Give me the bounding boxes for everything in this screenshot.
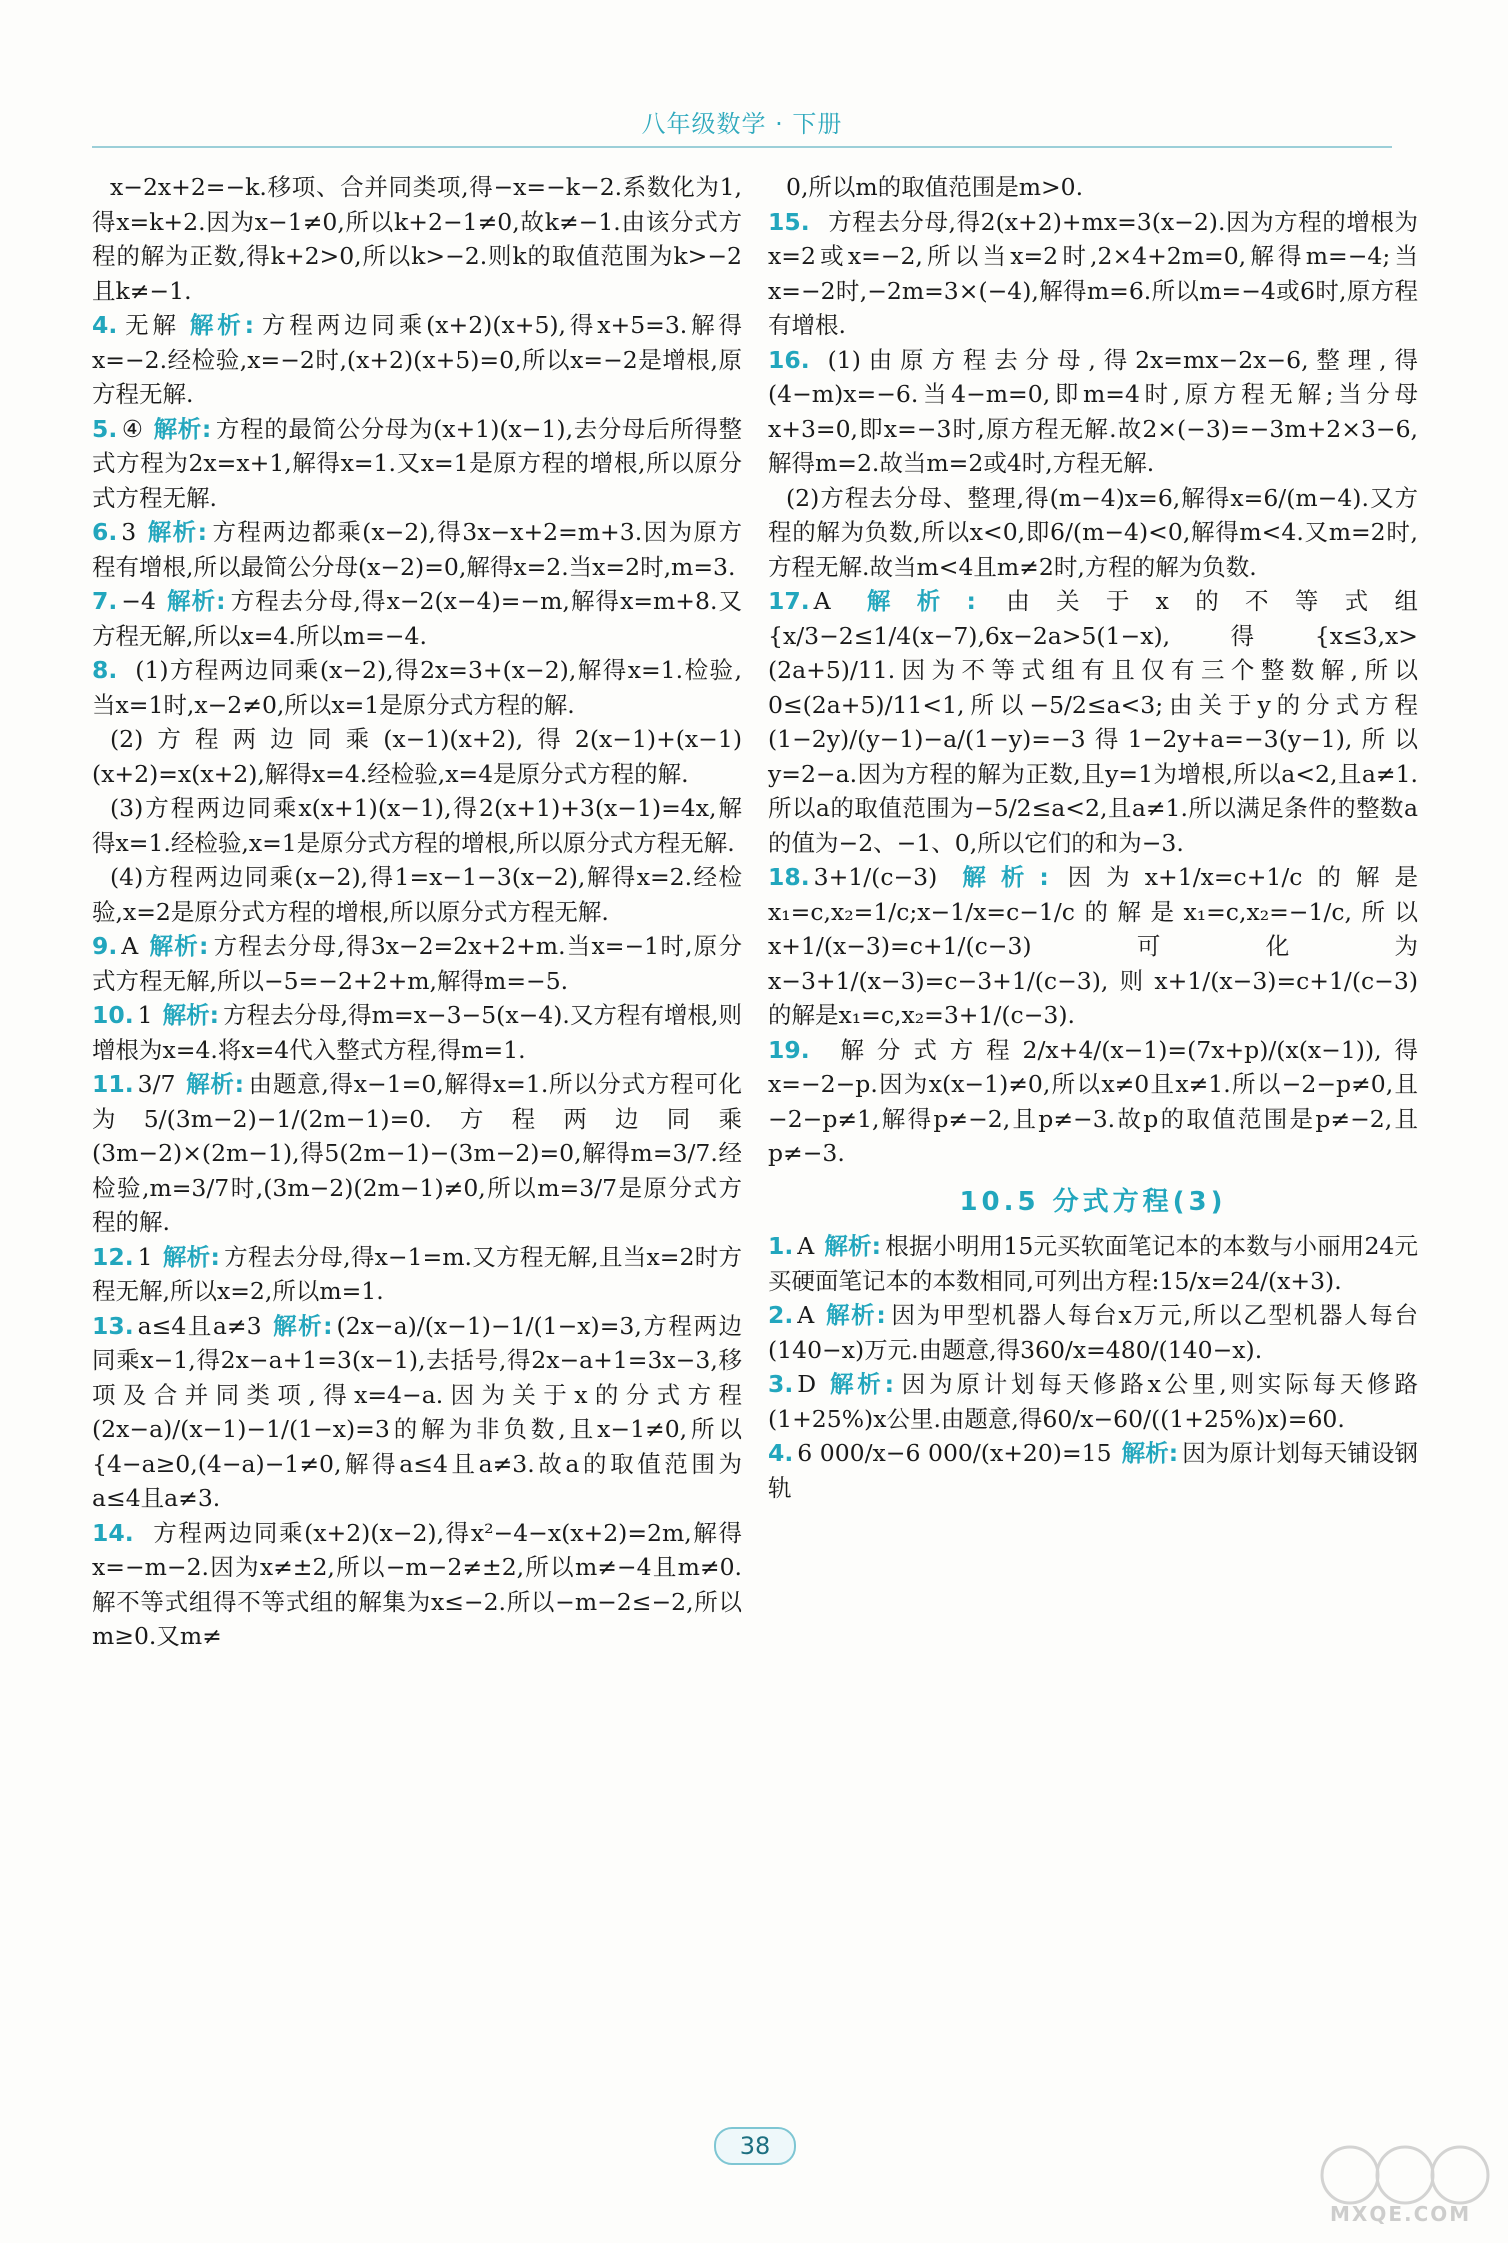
- item-text: 方程两边同乘(x+2)(x+5),得x+5=3.解得x=−2.经检验,x=−2时,(x+2)(x+5)=0,所以x=−2是增根,原方程无解.: [92, 311, 742, 408]
- header-divider: [92, 146, 1392, 148]
- analysis-label: 解析:: [271, 1311, 333, 1340]
- item-number: 17.: [768, 587, 810, 615]
- item-text: (3)方程两边同乘x(x+1)(x−1),得2(x+1)+3(x−1)=4x,解得x=1.经检验,x=1是原分式方程的增根,所以原分式方程无解.: [92, 794, 742, 857]
- answer-item: [92, 515, 742, 584]
- item-answer: −4: [121, 587, 156, 615]
- item-text: 方程去分母,得m=x−3−5(x−4).又方程有增根,则增根为x=4.将x=4代入整式方程,得m=1.: [92, 1001, 742, 1064]
- analysis-label: 解析:: [162, 1242, 220, 1271]
- item-number: 16.: [768, 345, 810, 374]
- analysis-label: 解析:: [165, 587, 226, 615]
- analysis-label: 解析:: [185, 1070, 245, 1098]
- item-number: 2.: [768, 1301, 794, 1329]
- answer-item: [768, 1367, 1418, 1436]
- answer-item: [768, 481, 1418, 585]
- watermark-stamp-icon: [1310, 2140, 1500, 2210]
- item-number: 15.: [768, 207, 810, 236]
- item-number: 5.: [92, 414, 118, 443]
- answer-item: [768, 1229, 1418, 1298]
- item-answer: A: [797, 1232, 815, 1260]
- left-column: [92, 170, 742, 1654]
- item-text: 因为甲型机器人每台x万元,所以乙型机器人每台(140−x)万元.由题意,得360/x=480/(140−x).: [768, 1301, 1418, 1364]
- answer-item: [92, 998, 742, 1067]
- item-answer: D: [797, 1370, 817, 1398]
- item-answer: ④: [121, 414, 144, 443]
- item-text: 方程两边都乘(x−2),得3x−x+2=m+3.因为原方程有增根,所以最简公分母(x−2)=0,解得x=2.当x=2时,m=3.: [92, 518, 742, 581]
- item-answer: 3: [121, 518, 137, 546]
- answer-item: [92, 584, 742, 653]
- item-answer: A: [797, 1301, 815, 1329]
- page-footer: [704, 2125, 804, 2165]
- item-answer: 6 000/x−6 000/(x+20)=15: [797, 1439, 1112, 1467]
- answer-item: [92, 791, 742, 860]
- item-answer: a≤4且a≠3: [137, 1311, 262, 1340]
- item-number: 12.: [92, 1242, 134, 1271]
- item-answer: 1: [137, 1242, 153, 1271]
- item-answer: 1: [137, 1001, 153, 1029]
- answer-item: [92, 722, 742, 791]
- analysis-label: 解析:: [824, 1232, 882, 1260]
- item-answer: A: [121, 932, 139, 960]
- item-text: 解分式方程2/x+4/(x−1)=(7x+p)/(x(x−1)),得x=−2−p.因为x(x−1)≠0,所以x≠0且x≠1.所以−2−p≠0,且−2−p≠1,解得p≠−2,且p≠−3.故p的取值范围是p≠−2,且p≠−3.: [768, 1035, 1418, 1167]
- item-text: 0,所以m的取值范围是m>0.: [786, 173, 1084, 201]
- item-text: 根据小明用15元买软面笔记本的本数与小丽用24元买硬面笔记本的本数相同,可列出方程:15/x=24/(x+3).: [768, 1232, 1418, 1295]
- analysis-label: 解析:: [840, 587, 976, 615]
- watermark-text: MXQE.COM: [1330, 2202, 1472, 2226]
- answer-item: [768, 170, 1418, 205]
- item-number: 13.: [92, 1311, 134, 1340]
- item-number: 9.: [92, 932, 118, 960]
- answer-item: [92, 1309, 742, 1516]
- item-text: 方程的最简公分母为(x+1)(x−1),去分母后所得整式方程为2x=x+1,解得x=1.又x=1是原方程的增根,所以原分式方程无解.: [92, 414, 742, 512]
- analysis-label: 解析:: [1121, 1439, 1179, 1467]
- item-number: 14.: [92, 1518, 134, 1547]
- page-header-title: 八年级数学 · 下册: [641, 110, 843, 138]
- item-answer: 无解: [121, 311, 180, 339]
- item-text: (1)方程两边同乘(x−2),得2x=3+(x−2),解得x=1.检验,当x=1时,x−2≠0,所以x=1是原分式方程的解.: [92, 656, 742, 719]
- item-text: 方程去分母,得x−2(x−4)=−m,解得x=m+8.又方程无解,所以x=4.所以m=−4.: [92, 587, 742, 650]
- item-text: 因为x+1/x=c+1/c的解是x₁=c,x₂=1/c;x−1/x=c−1/c的解是x₁=c,x₂=−1/c,所以x+1/(x−3)=c+1/(c−3)可化为x−3+1/(x−3)=c−3+1/(c−3),则x+1/(x−3)=c+1/(c−3)的解是x₁=c,x₂=3+1/(c−3).: [768, 863, 1418, 1029]
- analysis-label: 解析:: [146, 518, 207, 546]
- answer-item: [92, 653, 742, 722]
- item-number: 7.: [92, 587, 118, 615]
- item-text: (4)方程两边同乘(x−2),得1=x−1−3(x−2),解得x=2.经检验,x=2是原分式方程的增根,所以原分式方程无解.: [92, 863, 742, 926]
- item-number: 8.: [92, 656, 118, 684]
- item-number: 10.: [92, 1001, 134, 1029]
- item-text: (1)由原方程去分母,得2x=mx−2x−6,整理,得(4−m)x=−6.当4−m=0,即m=4时,原方程无解;当分母x+3=0,即x=−3时,原方程无解.故2×(−3)=−3m+2×3−6,解得m=2.故当m=2或4时,方程无解.: [768, 345, 1418, 477]
- page-header: [92, 96, 1392, 146]
- item-text: (2)方程去分母、整理,得(m−4)x=6,解得x=6/(m−4).又方程的解为负数,所以x<0,即6/(m−4)<0,解得m<4.又m=2时,方程无解.故当m<4且m≠2时,方程的解为负数.: [768, 483, 1418, 581]
- answer-item: [768, 205, 1418, 343]
- answer-item: [768, 860, 1418, 1033]
- answer-item: [768, 1033, 1418, 1171]
- item-answer: 3/7: [137, 1070, 176, 1098]
- item-text: 由题意,得x−1=0,解得x=1.所以分式方程可化为5/(3m−2)−1/(2m−1)=0.方程两边同乘(3m−2)×(2m−1),得5(2m−1)−(3m−2)=0,解得m=3/7.经检验,m=3/7时,(3m−2)(2m−1)≠0,所以m=3/7是原分式方程的解.: [92, 1070, 742, 1236]
- item-text: 方程去分母,得x−1=m.又方程无解,且当x=2时方程无解,所以x=2,所以m=1.: [92, 1242, 742, 1305]
- answer-item: [92, 860, 742, 929]
- page-number: 38: [714, 2127, 796, 2165]
- item-number: 4.: [92, 311, 118, 339]
- answer-item: [768, 343, 1418, 481]
- item-text: 由关于x的不等式组{x/3−2≤1/4(x−7),6x−2a>5(1−x),得{x≤3,x>(2a+5)/11.因为不等式组有且仅有三个整数解,所以0≤(2a+5)/11<1,所以−5/2≤a<3;由关于y的分式方程(1−2y)/(y−1)−a/(1−y)=−3得1−2y+a=−3(y−1),所以y=2−a.因为方程的解为正数,且y=1为增根,所以a<2,且a≠1.所以a的取值范围为−5/2≤a<2,且a≠1.所以满足条件的整数a的值为−2、−1、0,所以它们的和为−3.: [768, 587, 1418, 857]
- item-text: 因为原计划每天铺设钢轨: [768, 1439, 1419, 1502]
- analysis-label: 解析:: [162, 1001, 220, 1029]
- item-number: 3.: [768, 1370, 794, 1398]
- item-answer: A: [813, 587, 831, 615]
- item-text: x−2x+2=−k.移项、合并同类项,得−x=−k−2.系数化为1,得x=k+2.因为x−1≠0,所以k+2−1≠0,故k≠−1.由该分式方程的解为正数,得k+2>0,所以k>−2.则k的取值范围为k>−2且k≠−1.: [92, 173, 742, 305]
- answer-item: [92, 308, 742, 412]
- item-text: 方程两边同乘(x+2)(x−2),得x²−4−x(x+2)=2m,解得x=−m−2.因为x≠±2,所以−m−2≠±2,所以m≠−4且m≠0.解不等式组得不等式组的解集为x≤−2.所以−m−2≤−2,所以m≥0.又m≠: [92, 1518, 742, 1650]
- item-number: 19.: [768, 1035, 810, 1064]
- watermark-logo: [1310, 2140, 1500, 2240]
- analysis-label: 解析:: [148, 932, 209, 960]
- analysis-label: 解析:: [826, 1370, 894, 1398]
- answer-item: [92, 1067, 742, 1240]
- answer-item: [92, 929, 742, 998]
- item-text: 方程去分母,得2(x+2)+mx=3(x−2).因为方程的增根为x=2或x=−2,所以当x=2时,2×4+2m=0,解得m=−4;当x=−2时,−2m=3×(−4),解得m=6.所以m=−4或6时,原方程有增根.: [768, 207, 1418, 339]
- answer-item: [92, 1516, 742, 1654]
- item-text: (2)方程两边同乘(x−1)(x+2),得2(x−1)+(x−1)(x+2)=x(x+2),解得x=4.经检验,x=4是原分式方程的解.: [92, 725, 742, 788]
- analysis-label: 解析:: [824, 1301, 886, 1329]
- item-text: 方程去分母,得3x−2=2x+2+m.当x=−1时,原分式方程无解,所以−5=−2+2+m,解得m=−5.: [92, 932, 742, 995]
- answer-item: [92, 1240, 742, 1309]
- answer-item: [92, 412, 742, 516]
- item-text: 因为原计划每天修路x公里,则实际每天修路(1+25%)x公里.由题意,得60/x−60/((1+25%)x)=60.: [768, 1370, 1418, 1433]
- item-number: 4.: [768, 1439, 794, 1467]
- answer-item: [768, 1436, 1418, 1505]
- analysis-label: 解析:: [153, 414, 212, 443]
- item-number: 11.: [92, 1070, 134, 1098]
- section-title: 10.5 分式方程(3): [959, 1186, 1227, 1217]
- item-number: 1.: [768, 1232, 794, 1260]
- answer-item: [92, 170, 742, 308]
- item-answer: 3+1/(c−3): [813, 863, 938, 891]
- analysis-label: 解析:: [947, 863, 1049, 891]
- analysis-label: 解析:: [189, 311, 255, 339]
- item-number: 18.: [768, 863, 810, 891]
- item-number: 6.: [92, 518, 118, 546]
- item-text: (2x−a)/(x−1)−1/(1−x)=3,方程两边同乘x−1,得2x−a+1=3(x−1),去括号,得2x−a+1=3x−3,移项及合并同类项,得x=4−a.因为关于x的分式方程(2x−a)/(x−1)−1/(1−x)=3的解为非负数,且x−1≠0,所以{4−a≥0,(4−a)−1≠0,解得a≤4且a≠3.故a的取值范围为a≤4且a≠3.: [92, 1311, 742, 1512]
- answer-item: [768, 584, 1418, 860]
- answer-item: [768, 1298, 1418, 1367]
- right-column: [768, 170, 1418, 1505]
